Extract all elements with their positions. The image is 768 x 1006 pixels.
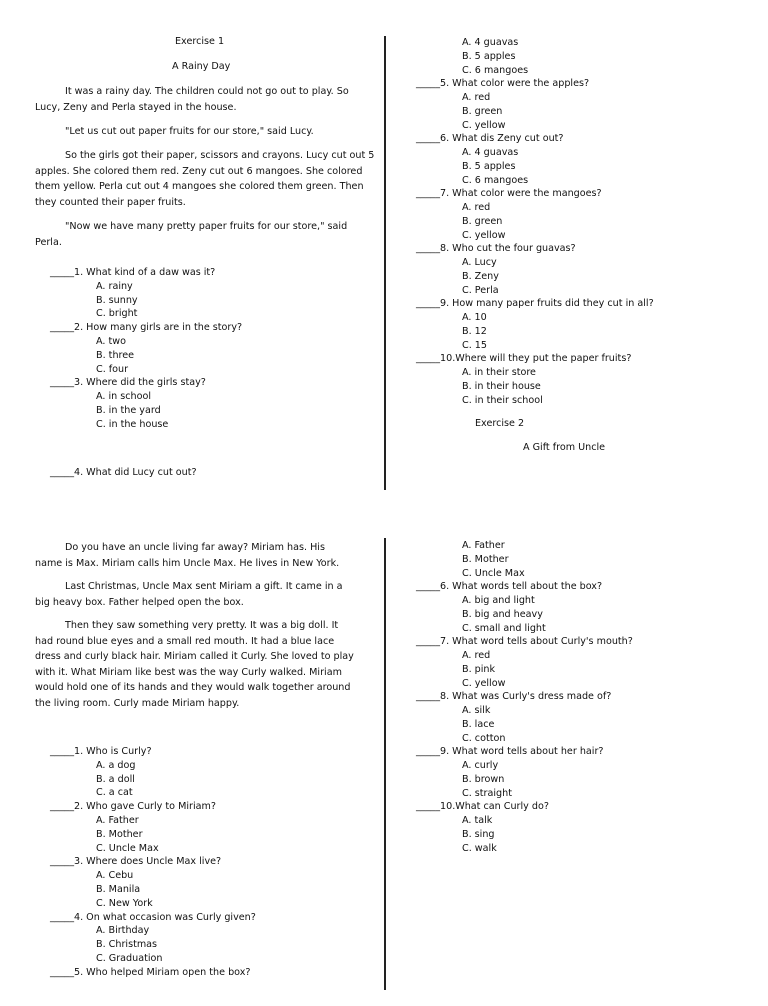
answer-option: B. 5 apples [462,160,516,172]
answer-option: C. Graduation [96,953,163,964]
exercise-1-title: Exercise 1 [175,36,225,47]
answer-option: C. Perla [462,284,499,296]
story-title-gift-from-uncle: A Gift from Uncle [523,442,606,453]
answer-option: C. straight [462,787,512,799]
question-item: _____3. Where did the girls stay? [50,377,206,389]
question-item: _____2. How many girls are in the story? [50,322,243,334]
story-paragraph: Do you have an uncle living far away? Miriam has. His name is Max. Miriam calls him Uncle Max. He lives in New York. [35,542,340,569]
answer-option: B. pink [462,663,496,675]
answer-option: B. Mother [462,553,509,565]
story-paragraph: "Let us cut out paper fruits for our store," said Lucy. [65,126,314,137]
answer-option: A. two [96,336,126,347]
answer-option: B. Christmas [96,939,158,951]
question-item: _____4. What did Lucy cut out? [50,466,197,478]
answer-option: B. green [462,215,503,227]
question-item: _____9. How many paper fruits did they cut in all? [416,298,654,310]
answer-option: B. sunny [96,294,138,306]
answer-option: C. New York [96,897,153,909]
question-item: _____6. What dis Zeny cut out? [416,133,564,145]
answer-option: C. 15 [462,339,488,351]
answer-option: C. yellow [462,119,506,131]
answer-option: C. yellow [462,677,506,689]
answer-option: B. lace [462,718,495,730]
answer-option: A. big and light [462,595,535,606]
question-item: _____7. What word tells about Curly's mouth? [416,636,633,648]
answer-option: A. 4 guavas [462,37,519,48]
answer-option: C. bright [96,308,138,320]
answer-option: B. in the yard [96,405,161,416]
question-item: _____3. Where does Uncle Max live? [50,856,222,868]
answer-option: C. walk [462,842,497,854]
answer-option: C. in their school [462,394,543,406]
story-paragraph: "Now we have many pretty paper fruits for our store," said Perla. [35,221,348,248]
answer-option: A. in school [96,391,152,403]
question-item: _____5. Who helped Miriam open the box? [50,966,251,978]
answer-option: C. Uncle Max [96,842,159,854]
question-item: _____6. What words tell about the box? [416,581,603,593]
exercise-2-title: Exercise 2 [475,418,525,429]
question-item: _____10.Where will they put the paper fruits? [416,353,632,365]
answer-option: A. 4 guavas [462,147,519,158]
answer-option: A. Father [96,815,139,826]
question-item: _____10.What can Curly do? [416,801,549,813]
question-item: _____1. What kind of a daw was it? [50,267,216,278]
answer-option: C. 6 mangoes [462,64,529,76]
question-item: _____4. On what occasion was Curly given? [50,911,256,923]
answer-option: B. Zeny [462,270,499,282]
story-paragraph: It was a rainy day. The children could not go out to play. So Lucy, Zeny and Perla stayed in the house. [35,86,349,113]
answer-option: A. Birthday [96,925,150,937]
answer-option: A. 10 [462,312,487,323]
question-item: _____2. Who gave Curly to Miriam? [50,801,216,813]
answer-option: B. Mother [96,828,143,840]
answer-option: C. four [96,363,129,375]
answer-option: C. small and light [462,622,546,634]
answer-option: B. brown [462,773,505,785]
answer-option: B. big and heavy [462,608,543,620]
answer-option: C. cotton [462,732,506,744]
answer-option: B. sing [462,828,495,840]
answer-option: C. a cat [96,787,133,799]
answer-option: C. Uncle Max [462,567,525,579]
answer-option: A. Father [462,540,505,551]
story-paragraph: Then they saw something very pretty. It was a big doll. It had round blue eyes and a small red mouth. It had a blue lace dress and curly black hair. Miriam called it Curly. She loved to play with it. What Miriam like best was the way Curly walked. Miriam would hold one of its hands and they would walk together around the living room. Curly made Miriam happy. [35,620,354,709]
answer-option: A. curly [462,760,499,771]
question-item: _____5. What color were the apples? [416,78,590,90]
answer-option: C. yellow [462,229,506,241]
answer-option: B. a doll [96,773,135,785]
answer-option: C. 6 mangoes [462,174,529,186]
answer-option: B. green [462,105,503,117]
answer-option: C. in the house [96,418,169,430]
answer-option: A. in their store [462,367,536,378]
answer-option: B. three [96,349,135,361]
answer-option: B. 12 [462,325,487,337]
answer-option: A. talk [462,815,493,826]
answer-option: A. Lucy [462,257,497,268]
answer-option: A. rainy [96,280,133,292]
answer-option: A. silk [462,705,491,716]
question-item: _____1. Who is Curly? [50,746,152,757]
answer-option: B. Manila [96,884,141,895]
column-divider [384,538,386,990]
question-item: _____8. Who cut the four guavas? [416,243,576,255]
question-item: _____7. What color were the mangoes? [416,188,602,200]
answer-option: B. 5 apples [462,50,516,62]
column-divider [384,36,386,490]
story-paragraph: Last Christmas, Uncle Max sent Miriam a gift. It came in a big heavy box. Father helped open the box. [35,581,343,608]
answer-option: A. Cebu [96,870,134,882]
answer-option: A. red [462,650,491,661]
question-item: _____9. What word tells about her hair? [416,746,604,758]
story-paragraph: So the girls got their paper, scissors and crayons. Lucy cut out 5 apples. She colored them red. Zeny cut out 6 mangoes. She colored them yellow. Perla cut out 4 mangoes she colored them green. Then they counted their paper fruits. [35,150,375,208]
story-title-rainy-day: A Rainy Day [172,61,231,72]
question-item: _____8. What was Curly's dress made of? [416,691,612,703]
answer-option: A. red [462,92,491,103]
answer-option: A. red [462,202,491,213]
answer-option: B. in their house [462,380,541,392]
answer-option: A. a dog [96,759,136,771]
